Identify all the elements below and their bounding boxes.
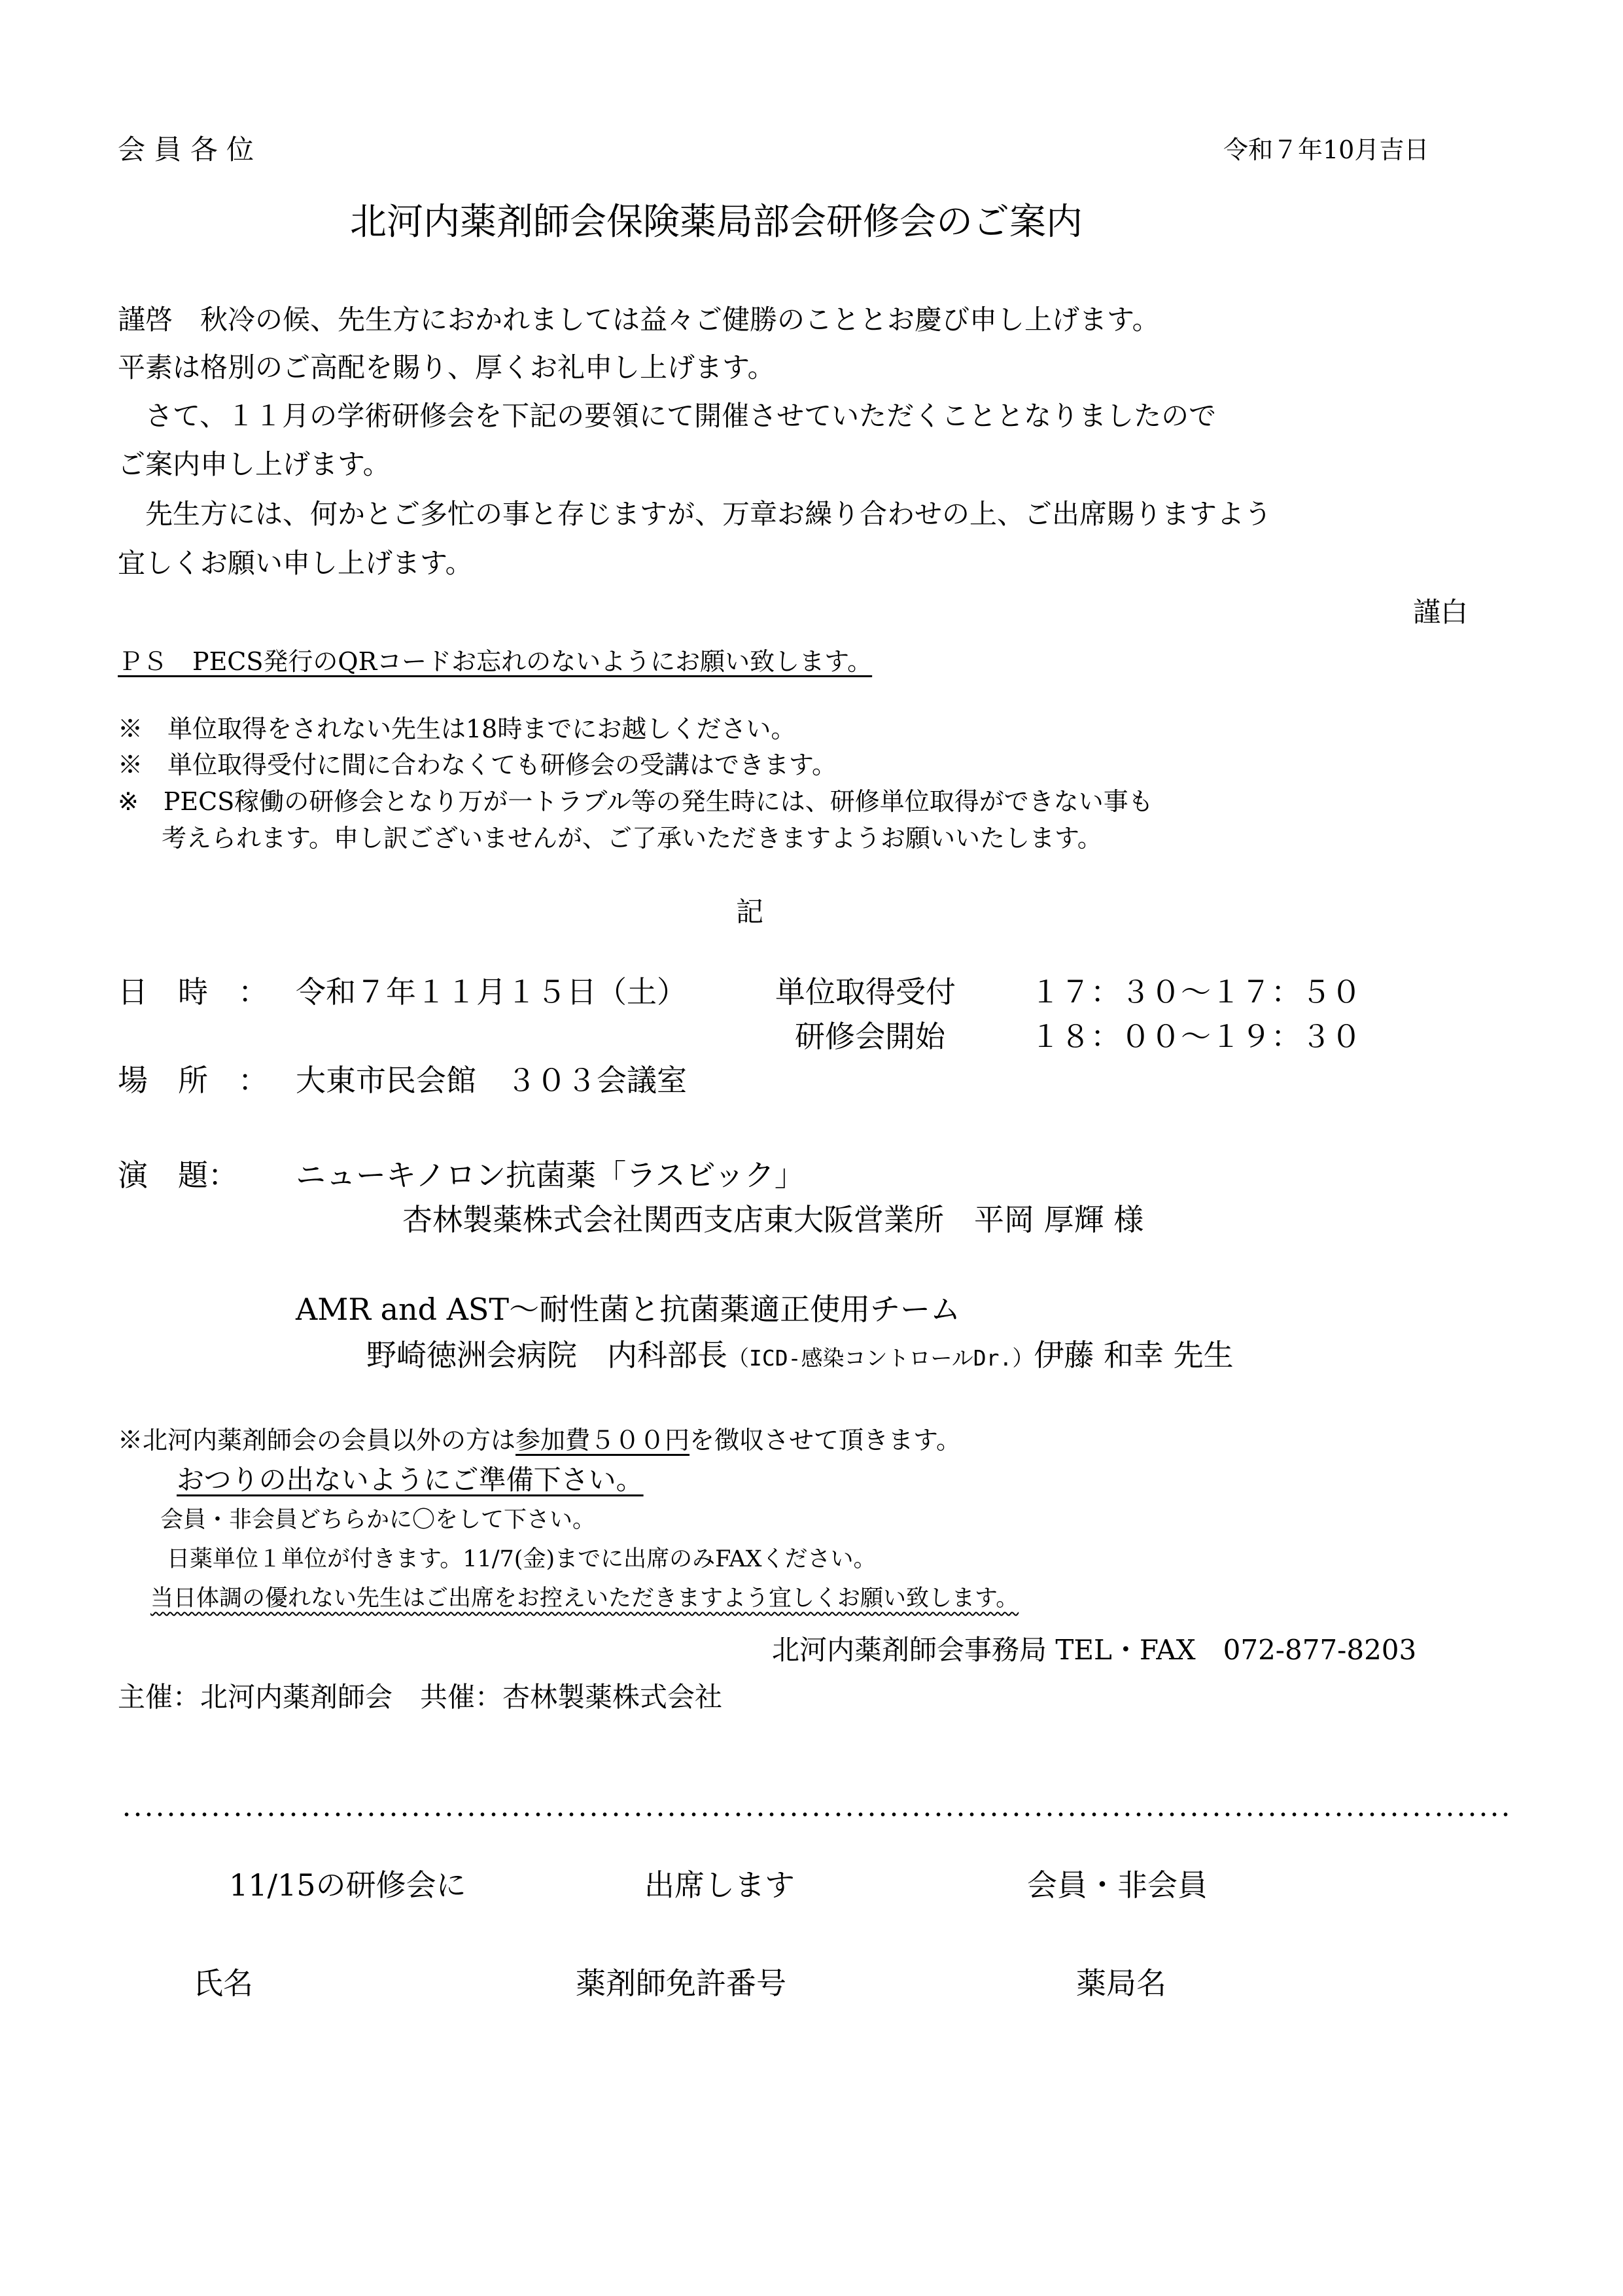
note-3: ※ PECS稼働の研修会となり万が一トラブル等の発生時には、研修単位取得ができない事も xyxy=(118,787,1153,816)
fee-line-5: 当日体調の優れない先生はご出席をお控えいただきますよう宜しくお願い致します。 xyxy=(150,1585,1019,1612)
fee-line-3: 会員・非会員どちらかに〇をして下さい。 xyxy=(160,1507,596,1533)
page-title: 北河内薬剤師会保険薬局部会研修会のご案内 xyxy=(350,201,1083,243)
intro-line-6: 宜しくお願い申し上げます。 xyxy=(118,547,473,579)
closing-word: 謹白 xyxy=(1413,596,1469,628)
ps-note: ＰＳ PECS発行のQRコードお忘れのないようにお願い致します。 xyxy=(118,647,873,676)
intro-line-4: ご案内申し上げます。 xyxy=(118,448,391,480)
fee-line-4: 日薬単位１単位が付きます。11/7(金)までに出席のみFAXください。 xyxy=(167,1546,877,1572)
topic-label: 演 題： xyxy=(118,1157,238,1193)
office-contact: 北河内薬剤師会事務局 TEL・FAX 072-877-8203 xyxy=(772,1634,1417,1666)
form-attend[interactable]: 出席します xyxy=(644,1867,795,1903)
topic-2: AMR and AST〜耐性菌と抗菌薬適正使用チーム xyxy=(296,1292,961,1327)
addressee: 会 員 各 位 xyxy=(118,133,254,166)
ki-mark: 記 xyxy=(736,896,764,928)
intro-line-5: 先生方には、何かとご多忙の事と存じますが、万章お繰り合わせの上、ご出席賜りますよう xyxy=(118,498,1272,530)
start-label: 研修会開始 xyxy=(795,1019,945,1054)
form-name-label: 氏名 xyxy=(193,1966,253,2001)
intro-line-1: 謹啓 秋冷の候、先生方におかれましては益々ご健勝のこととお慶び申し上げます。 xyxy=(118,304,1160,336)
note-2: ※ 単位取得受付に間に合わなくても研修会の受講はできます。 xyxy=(118,751,837,779)
note-1: ※ 単位取得をされない先生は18時までにお越しください。 xyxy=(118,715,796,743)
start-time: １８：００〜１９：３０ xyxy=(1030,1019,1361,1054)
form-event: 11/15の研修会に xyxy=(229,1867,466,1903)
topic-1: ニューキノロン抗菌薬「ラスビック」 xyxy=(296,1157,805,1193)
intro-line-2: 平素は格別のご高配を賜り、厚くお礼申し上げます。 xyxy=(118,351,775,383)
fee-amount: 参加費５００円 xyxy=(515,1426,690,1455)
form-membership[interactable]: 会員・非会員 xyxy=(1027,1867,1208,1903)
place-value: 大東市民会館 ３０３会議室 xyxy=(296,1063,687,1098)
speaker-2-name: 伊藤 和幸 先生 xyxy=(1034,1337,1234,1373)
event-date: 令和７年１１月１５日（土） xyxy=(296,974,687,1010)
datetime-label: 日 時 ： xyxy=(118,974,268,1010)
sponsors: 主催：北河内薬剤師会 共催：杏林製薬株式会社 xyxy=(118,1681,723,1713)
speaker-2-affiliation: 野崎徳洲会病院 内科部長 xyxy=(366,1337,727,1373)
reception-time: １７：３０〜１７：５０ xyxy=(1030,974,1361,1010)
fee-line-1 xyxy=(118,1426,961,1455)
issue-date: 令和７年10月吉日 xyxy=(1223,135,1429,164)
fee-line-2: おつりの出ないようにご準備下さい。 xyxy=(177,1464,644,1496)
speaker-1: 杏林製薬株式会社関西支店東大阪営業所 平岡 厚輝 様 xyxy=(402,1202,1144,1237)
intro-line-3: さて、１１月の学術研修会を下記の要領にて開催させていただくこととなりましたので xyxy=(118,400,1217,432)
dotted-cut-line xyxy=(121,1812,1514,1816)
form-pharmacy-label: 薬局名 xyxy=(1076,1966,1166,2001)
reception-label: 単位取得受付 xyxy=(775,974,956,1010)
place-label: 場 所 ： xyxy=(118,1063,268,1098)
fee-line-1-post: を徴収させて頂きます。 xyxy=(689,1426,961,1455)
form-license-label: 薬剤師免許番号 xyxy=(576,1966,786,2001)
note-3-continued: 考えられます。申し訳ございませんが、ご了承いただきますようお願いいたします。 xyxy=(162,824,1102,853)
speaker-2 xyxy=(366,1338,1234,1373)
speaker-2-role: （ICD-感染コントロールDr.） xyxy=(727,1345,1034,1371)
fee-line-1-pre: ※北河内薬剤師会の会員以外の方は xyxy=(118,1426,516,1455)
